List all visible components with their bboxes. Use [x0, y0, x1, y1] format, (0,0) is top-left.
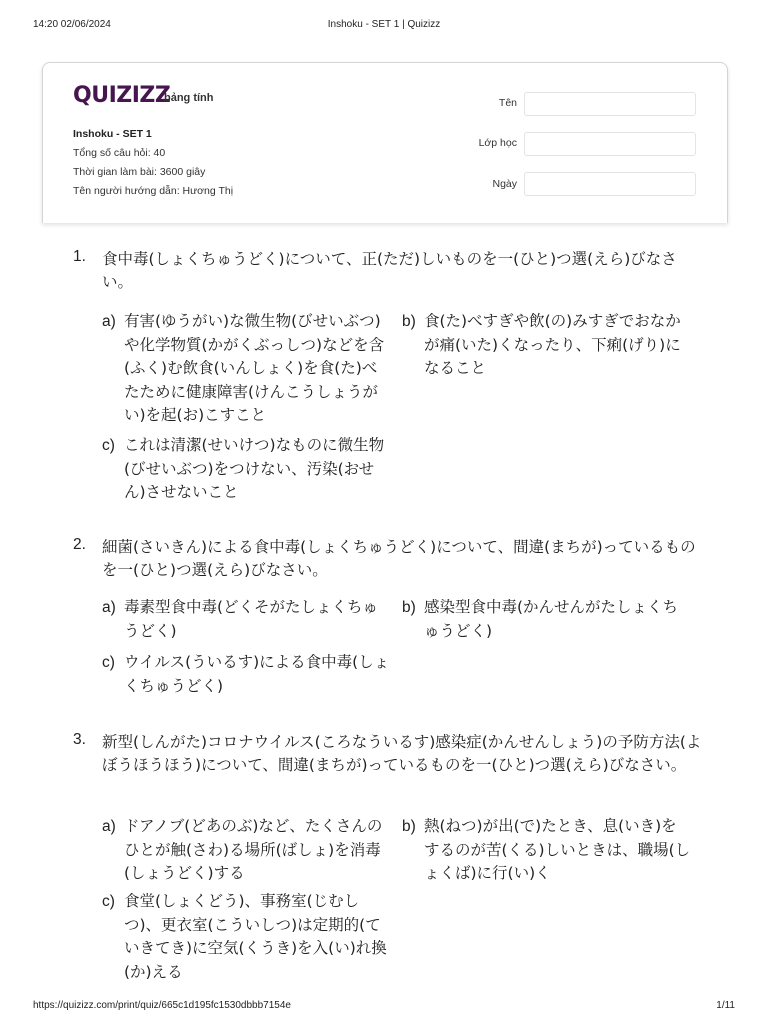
option-label: b) — [402, 818, 416, 835]
total-questions: Tổng số câu hỏi: 40 — [73, 147, 166, 159]
print-header — [0, 0, 768, 40]
name-field-label: Tên — [498, 97, 517, 109]
question-number: 1. — [73, 248, 86, 265]
time-limit: Thời gian làm bài: 3600 giây — [73, 166, 206, 178]
option-text: これは清潔(せいけつ)なものに微生物(びせいぶつ)をつけない、汚染(おせん)させないこと — [124, 436, 385, 501]
quizizz-logo: QUIZIZZ — [73, 83, 171, 108]
quiz-title: Inshoku - SET 1 — [73, 128, 152, 140]
class-field-label: Lớp học — [478, 137, 517, 149]
option-label: a) — [102, 313, 116, 330]
worksheet-label: bảng tính — [164, 92, 214, 104]
date-field-label: Ngày — [492, 178, 517, 190]
option-text: 食(た)べすぎや飲(の)みすぎでおなかが痛(いた)くなったり、下痢(げり)になること — [424, 312, 681, 377]
question-text: 新型(しんがた)コロナウイルス(ころなういるす)感染症(かんせんしょう)の予防方法(よぼうほうほう)について、間違(まちが)っているものを一(ひと)つ選(えら)びなさい。 — [102, 733, 702, 774]
print-page-title: Inshoku - SET 1 | Quizizz — [327, 19, 441, 30]
instructor-name: Tên người hướng dẫn: Hương Thị — [73, 185, 234, 197]
option-text: 感染型食中毒(かんせんがたしょくちゅうどく) — [424, 598, 679, 640]
name-field[interactable] — [524, 92, 696, 116]
worksheet-header-card — [42, 62, 728, 223]
option-label: c) — [102, 654, 115, 671]
date-field[interactable] — [524, 172, 696, 196]
print-url[interactable]: https://quizizz.com/print/quiz/665c1d195fc1530dbbb7154e — [33, 1000, 291, 1011]
option-label: c) — [102, 437, 115, 454]
option-label: b) — [402, 599, 416, 616]
question-number: 2. — [73, 536, 86, 553]
question-number: 3. — [73, 731, 86, 748]
option-text: 毒素型食中毒(どくそがたしょくちゅうどく) — [124, 598, 379, 640]
question-text: 細菌(さいきん)による食中毒(しょくちゅうどく)について、間違(まちが)っているものを一(ひと)つ選(えら)びなさい。 — [102, 538, 696, 579]
option-text: ドアノブ(どあのぶ)など、たくさんのひとが触(さわ)る場所(ばしょ)を消毒(しょうどく)する — [124, 817, 383, 882]
option-text: ウイルス(ういるす)による食中毒(しょくちゅうどく) — [124, 653, 390, 695]
option-label: a) — [102, 599, 116, 616]
option-text: 食堂(しょくどう)、事務室(じむしつ)、更衣室(こういしつ)は定期的(ていきてき)に空気(くうき)を入(い)れ換(か)える — [124, 892, 387, 981]
option-label: b) — [402, 313, 416, 330]
option-text: 有害(ゆうがい)な微生物(びせいぶつ)や化学物質(かがくぶっしつ)などを含(ふく)む飲食(いんしょく)を食(た)べたために健康障害(けんこうしょうがい)を起(お)こすこと — [124, 312, 385, 424]
question-text: 食中毒(しょくちゅうどく)について、正(ただ)しいものを一(ひと)つ選(えら)びなさい。 — [102, 250, 677, 291]
class-field[interactable] — [524, 132, 696, 156]
print-footer — [0, 998, 768, 1024]
option-label: c) — [102, 893, 115, 910]
option-label: a) — [102, 818, 116, 835]
print-page-number: 1/11 — [716, 1000, 735, 1011]
option-text: 熱(ねつ)が出(で)たとき、息(いき)をするのが苦(くる)しいときは、職場(しょくば)に行(い)く — [424, 817, 691, 882]
print-timestamp: 14:20 02/06/2024 — [33, 19, 111, 30]
